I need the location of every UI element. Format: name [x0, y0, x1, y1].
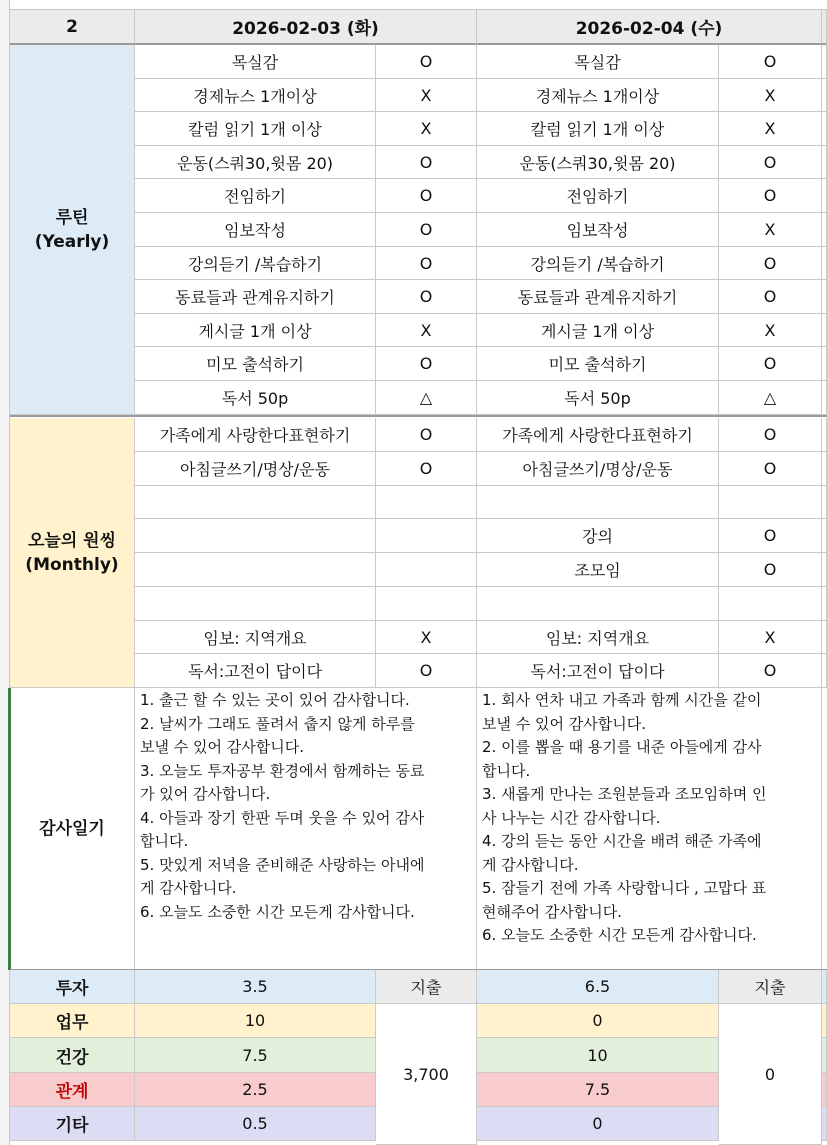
routine-mark-day2-text: △: [763, 388, 777, 407]
diary-line: 가 있어 감사합니다.: [140, 785, 271, 803]
diary-line: 5. 잠들기 전에 가족 사랑합니다 , 고맙다 표: [482, 879, 767, 897]
routine-task-day2[interactable]: [477, 247, 719, 280]
routine-task-day1[interactable]: [135, 79, 376, 112]
routine-next-col[interactable]: [822, 381, 827, 415]
routine-mark-day1[interactable]: [376, 347, 477, 381]
day2-date-header[interactable]: [477, 10, 822, 45]
summary-label-invest[interactable]: [10, 970, 135, 1004]
summary-value-day1-invest[interactable]: [135, 970, 376, 1004]
routine-task-day2-text: 경제뉴스 1개이상: [535, 86, 660, 106]
onething-task-day2-text: 가족에게 사랑한다표현하기: [502, 426, 693, 445]
routine-task-day1[interactable]: [135, 314, 376, 347]
onething-mark-day2-text: O: [763, 459, 777, 478]
routine-task-day1[interactable]: [135, 213, 376, 247]
section-separator-routine: [10, 415, 827, 417]
diary-day1-cell[interactable]: [135, 688, 477, 970]
diary-line: 2. 날씨가 그래도 풀려서 춥지 않게 하루를: [140, 714, 415, 733]
routine-mark-day2[interactable]: [719, 247, 822, 280]
summary-value-day1-health[interactable]: [135, 1038, 376, 1073]
diary-line: 합니다.: [482, 761, 531, 780]
routine-mark-day2[interactable]: [719, 347, 822, 381]
diary-line: 5. 맛있게 저녁을 준비해준 사랑하는 아내에: [140, 855, 425, 874]
onething-next-col[interactable]: [822, 553, 827, 587]
routine-mark-day1-text: X: [420, 119, 432, 138]
onething-task-day1[interactable]: [135, 486, 376, 519]
onething-mark-day2[interactable]: [719, 621, 822, 654]
routine-next-col[interactable]: [822, 45, 827, 79]
diary-line: 1. 출근 할 수 있는 곳이 있어 감사합니다.: [140, 691, 410, 709]
day1-date-header[interactable]: [135, 10, 477, 45]
onething-mark-day2[interactable]: [719, 519, 822, 553]
onething-task-day2-text: 조모임: [574, 561, 621, 580]
routine-next-col[interactable]: [822, 247, 827, 280]
diary-line: 현해주어 감사합니다.: [482, 902, 622, 921]
onething-mark-day1[interactable]: [376, 486, 477, 519]
routine-task-day1-text: 미모 출석하기: [206, 355, 304, 374]
onething-mark-day2-text: O: [763, 560, 777, 579]
summary-value-day1-relation-text: 2.5: [242, 1080, 268, 1099]
diary-line: 6. 오늘도 소중한 시간 모든게 감사합니다.: [140, 902, 415, 921]
next-column-header: [822, 10, 827, 45]
onething-mark-day2[interactable]: [719, 654, 822, 688]
routine-task-day1[interactable]: [135, 45, 376, 79]
routine-next-col[interactable]: [822, 146, 827, 179]
summary-label-work[interactable]: [10, 1004, 135, 1038]
diary-line: 3. 새롭게 만나는 조원분들과 조모임하며 인: [482, 785, 767, 803]
routine-mark-day2[interactable]: [719, 314, 822, 347]
onething-task-day2[interactable]: [477, 621, 719, 654]
summary-value-day2-relation[interactable]: [477, 1073, 719, 1107]
routine-task-day2[interactable]: [477, 280, 719, 314]
summary-next-col[interactable]: [822, 1038, 827, 1073]
summary-value-day1-etc-text: 0.5: [242, 1114, 268, 1133]
onething-mark-day1[interactable]: [376, 519, 477, 553]
summary-next-col[interactable]: [822, 970, 827, 1004]
onething-next-col[interactable]: [822, 654, 827, 688]
onething-mark-day2[interactable]: [719, 553, 822, 587]
summary-next-col[interactable]: [822, 1004, 827, 1038]
routine-mark-day2-text: O: [763, 287, 777, 306]
routine-mark-day2-text: O: [763, 253, 777, 273]
summary-label-relation-text: 관계: [55, 1082, 89, 1102]
routine-task-day2-text: 운동(스쿼30,윗몸 20): [519, 153, 676, 173]
routine-mark-day1-text: O: [419, 220, 433, 239]
routine-task-day1[interactable]: [135, 381, 376, 415]
onething-mark-day2[interactable]: [719, 486, 822, 519]
routine-next-col[interactable]: [822, 112, 827, 146]
diary-line: 6. 오늘도 소중한 시간 모든게 감사합니다.: [482, 926, 757, 944]
routine-mark-day1[interactable]: [376, 381, 477, 415]
onething-mark-day2-text: O: [763, 526, 777, 545]
diary-category-title: 감사일기: [39, 818, 105, 839]
routine-task-day2-text: 전임하기: [566, 187, 629, 206]
expense-label-day2-text: 지출: [754, 978, 786, 997]
onething-mark-day2-text: O: [763, 425, 777, 444]
routine-task-day1[interactable]: [135, 112, 376, 146]
onething-task-day1[interactable]: [135, 654, 376, 688]
routine-task-day1-text: 독서 50p: [221, 389, 289, 408]
expense-label-day2[interactable]: [719, 970, 822, 1004]
diary-line: 게 감사합니다.: [140, 879, 237, 897]
routine-mark-day1-text: X: [420, 320, 432, 340]
summary-value-day2-work-text: 0: [592, 1011, 603, 1030]
routine-mark-day2-text: X: [764, 119, 776, 138]
onething-task-day2-text: 독서:고전이 답이다: [530, 662, 665, 681]
summary-label-work-text: 업무: [55, 1013, 89, 1033]
routine-mark-day1-text: O: [419, 253, 433, 273]
diary-day2-cell[interactable]: [477, 688, 822, 970]
onething-task-day1[interactable]: [135, 452, 376, 486]
onething-mark-day2[interactable]: [719, 418, 822, 452]
onething-mark-day2[interactable]: [719, 452, 822, 486]
routine-task-day2-text: 게시글 1개 이상: [540, 321, 655, 341]
routine-next-col[interactable]: [822, 314, 827, 347]
routine-mark-day2[interactable]: [719, 79, 822, 112]
routine-task-day2-text: 강의듣기 /복습하기: [530, 254, 665, 274]
day2-date: 2026-02-04 (수): [575, 19, 723, 39]
diary-line: 게 감사합니다.: [482, 855, 579, 874]
routine-mark-day1[interactable]: [376, 179, 477, 213]
routine-mark-day1[interactable]: [376, 146, 477, 179]
top-row-strip: [10, 0, 827, 10]
onething-task-day2[interactable]: [477, 553, 719, 587]
summary-value-day1-work[interactable]: [135, 1004, 376, 1038]
onething-task-day1[interactable]: [135, 553, 376, 587]
routine-mark-day2[interactable]: [719, 146, 822, 179]
onething-next-col[interactable]: [822, 621, 827, 654]
routine-next-col[interactable]: [822, 79, 827, 112]
diary-category-cell[interactable]: [10, 688, 135, 970]
onething-task-day1[interactable]: [135, 587, 376, 621]
routine-mark-day2[interactable]: [719, 213, 822, 247]
routine-category-title: 루틴: [55, 207, 89, 228]
routine-mark-day1[interactable]: [376, 314, 477, 347]
routine-mark-day2[interactable]: [719, 280, 822, 314]
routine-mark-day2-text: O: [763, 152, 777, 172]
week-number: 2: [66, 16, 78, 37]
onething-mark-day1[interactable]: [376, 452, 477, 486]
routine-task-day2[interactable]: [477, 79, 719, 112]
onething-category-title: 오늘의 원씽: [27, 530, 117, 551]
routine-mark-day1-text: O: [419, 152, 433, 172]
diary-line: 4. 아들과 장기 한판 두며 웃을 수 있어 감사: [140, 808, 425, 827]
diary-line: 보낼 수 있어 감사합니다.: [482, 714, 646, 733]
routine-task-day2[interactable]: [477, 381, 719, 415]
routine-task-day1-text: 전임하기: [224, 187, 286, 206]
onething-mark-day1-text: O: [419, 425, 433, 444]
expense-value-day1-text: 3,700: [403, 1064, 449, 1084]
routine-next-col[interactable]: [822, 213, 827, 247]
expense-value-day2-text: 0: [764, 1064, 776, 1084]
onething-task-day1-text: 아침글쓰기/명상/운동: [180, 460, 330, 479]
routine-mark-day1-text: X: [420, 85, 432, 105]
routine-mark-day1[interactable]: [376, 213, 477, 247]
row-header-gutter: [0, 0, 10, 1145]
routine-mark-day1[interactable]: [376, 79, 477, 112]
routine-mark-day1-text: O: [419, 354, 433, 373]
routine-mark-day2-text: O: [763, 52, 777, 71]
diary-line: 2. 이를 뽑을 때 용기를 내준 아들에게 감사: [482, 738, 762, 756]
onething-task-day2[interactable]: [477, 452, 719, 486]
routine-next-col[interactable]: [822, 179, 827, 213]
summary-value-day1-work-text: 10: [244, 1011, 266, 1030]
diary-line: 4. 강의 듣는 동안 시간을 배려 해준 가족에: [482, 832, 762, 850]
routine-mark-day2[interactable]: [719, 179, 822, 213]
onething-mark-day2[interactable]: [719, 587, 822, 621]
onething-next-col[interactable]: [822, 452, 827, 486]
routine-task-day1-text: 임보작성: [224, 221, 286, 240]
routine-task-day1[interactable]: [135, 247, 376, 280]
routine-task-day2[interactable]: [477, 347, 719, 381]
routine-task-day1[interactable]: [135, 179, 376, 213]
summary-label-health-text: 건강: [55, 1047, 89, 1068]
onething-mark-day1[interactable]: [376, 587, 477, 621]
summary-value-day2-health[interactable]: [477, 1038, 719, 1073]
routine-category-cell[interactable]: [10, 45, 135, 415]
onething-next-col[interactable]: [822, 587, 827, 621]
onething-mark-day1-text: O: [419, 661, 433, 680]
onething-mark-day1[interactable]: [376, 553, 477, 587]
summary-label-relation[interactable]: [10, 1073, 135, 1107]
routine-mark-day2-text: X: [764, 85, 776, 105]
onething-mark-day1-text: X: [420, 627, 432, 647]
onething-mark-day2-text: O: [763, 661, 777, 680]
routine-mark-day1-text: O: [419, 186, 433, 205]
expense-label-day1-text: 지출: [410, 978, 442, 997]
onething-task-day1[interactable]: [135, 418, 376, 452]
summary-value-day1-health-text: 7.5: [242, 1045, 268, 1065]
summary-value-day2-etc[interactable]: [477, 1107, 719, 1141]
routine-task-day1-text: 동료들과 관계유지하기: [175, 288, 335, 307]
onething-task-day1-text: 가족에게 사랑한다표현하기: [159, 426, 351, 445]
routine-task-day2-text: 미모 출석하기: [548, 355, 647, 374]
diary-line: 사 나누는 시간 감사합니다.: [482, 808, 661, 827]
onething-task-day2-text: 강의: [582, 527, 613, 546]
summary-next-col[interactable]: [822, 1107, 827, 1141]
routine-task-day2[interactable]: [477, 314, 719, 347]
routine-mark-day1-text: O: [419, 287, 433, 306]
onething-category-cell[interactable]: [10, 418, 135, 688]
routine-task-day1-text: 게시글 1개 이상: [198, 321, 312, 341]
routine-task-day1[interactable]: [135, 146, 376, 179]
onething-mark-day1[interactable]: [376, 621, 477, 654]
routine-mark-day2[interactable]: [719, 112, 822, 146]
routine-mark-day2-text: X: [764, 320, 776, 340]
diary-line: 보낼 수 있어 감사합니다.: [140, 738, 304, 756]
routine-mark-day1-text: O: [419, 52, 433, 71]
onething-mark-day2-text: X: [764, 627, 776, 647]
routine-mark-day1[interactable]: [376, 112, 477, 146]
routine-task-day2-text: 동료들과 관계유지하기: [517, 288, 678, 307]
routine-mark-day1[interactable]: [376, 247, 477, 280]
routine-task-day2-text: 독서 50p: [564, 389, 631, 408]
diary-line: 3. 오늘도 투자공부 환경에서 함께하는 동료: [140, 761, 425, 780]
routine-task-day1-text: 강의듣기 /복습하기: [187, 254, 323, 274]
routine-task-day2[interactable]: [477, 146, 719, 179]
onething-task-day2[interactable]: [477, 654, 719, 688]
summary-value-day2-work[interactable]: [477, 1004, 719, 1038]
onething-task-day1-text: 임보: 지역개요: [203, 628, 307, 648]
onething-next-col[interactable]: [822, 486, 827, 519]
summary-value-day2-etc-text: 0: [592, 1114, 603, 1133]
expense-label-day1[interactable]: [376, 970, 477, 1004]
summary-label-invest-text: 투자: [55, 979, 89, 999]
onething-task-day2-text: 아침글쓰기/명상/운동: [522, 460, 673, 479]
diary-line: 합니다.: [140, 832, 189, 850]
routine-task-day2-text: 임보작성: [566, 221, 629, 240]
onething-mark-day1[interactable]: [376, 418, 477, 452]
routine-mark-day2[interactable]: [719, 45, 822, 79]
routine-task-day1[interactable]: [135, 347, 376, 381]
summary-value-day1-relation[interactable]: [135, 1073, 376, 1107]
routine-task-day2-text: 목실감: [574, 53, 621, 72]
routine-next-col[interactable]: [822, 280, 827, 314]
onething-task-day2-text: 임보: 지역개요: [545, 628, 650, 648]
active-cell-border: [8, 688, 11, 970]
summary-next-col[interactable]: [822, 1073, 827, 1107]
day1-date: 2026-02-03 (화): [232, 19, 379, 39]
summary-value-day2-health-text: 10: [587, 1045, 608, 1065]
routine-mark-day2[interactable]: [719, 381, 822, 415]
onething-task-day2[interactable]: [477, 418, 719, 452]
onething-mark-day1[interactable]: [376, 654, 477, 688]
onething-task-day2[interactable]: [477, 486, 719, 519]
routine-task-day2-text: 칼럼 읽기 1개 이상: [530, 120, 665, 139]
routine-next-col[interactable]: [822, 347, 827, 381]
routine-task-day1-text: 경제뉴스 1개이상: [193, 86, 317, 106]
routine-task-day1-text: 목실감: [231, 53, 279, 72]
onething-task-day1-text: 독서:고전이 답이다: [187, 662, 323, 681]
onething-task-day2[interactable]: [477, 587, 719, 621]
summary-value-day1-invest-text: 3.5: [242, 977, 268, 996]
routine-task-day2[interactable]: [477, 179, 719, 213]
summary-label-etc-text: 기타: [55, 1116, 89, 1136]
routine-mark-day2-text: O: [763, 354, 777, 373]
summary-value-day2-invest-text: 6.5: [584, 977, 611, 996]
summary-value-day1-etc[interactable]: [135, 1107, 376, 1141]
expense-value-day1[interactable]: [376, 1004, 477, 1145]
summary-label-health[interactable]: [10, 1038, 135, 1073]
routine-task-day1[interactable]: [135, 280, 376, 314]
routine-mark-day2-text: X: [764, 220, 776, 239]
summary-value-day2-invest[interactable]: [477, 970, 719, 1004]
routine-task-day2[interactable]: [477, 45, 719, 79]
routine-mark-day1[interactable]: [376, 280, 477, 314]
onething-task-day2[interactable]: [477, 519, 719, 553]
summary-label-etc[interactable]: [10, 1107, 135, 1141]
routine-task-day2[interactable]: [477, 112, 719, 146]
routine-category-subtitle: (Yearly): [34, 231, 110, 252]
routine-mark-day2-text: O: [763, 186, 777, 205]
expense-value-day2[interactable]: [719, 1004, 822, 1145]
routine-mark-day1[interactable]: [376, 45, 477, 79]
onething-task-day1[interactable]: [135, 519, 376, 553]
week-number-cell[interactable]: [10, 10, 135, 45]
routine-task-day1-text: 운동(스쿼30,윗몸 20): [176, 153, 334, 173]
onething-next-col[interactable]: [822, 519, 827, 553]
routine-task-day2[interactable]: [477, 213, 719, 247]
onething-category-subtitle: (Monthly): [25, 554, 119, 575]
diary-line: 1. 회사 연차 내고 가족과 함께 시간을 같이: [482, 691, 762, 709]
onething-next-col[interactable]: [822, 418, 827, 452]
routine-task-day1-text: 칼럼 읽기 1개 이상: [188, 120, 322, 139]
routine-mark-day1-text: △: [419, 388, 433, 407]
summary-value-day2-relation-text: 7.5: [584, 1080, 611, 1099]
onething-mark-day1-text: O: [419, 459, 433, 478]
onething-task-day1[interactable]: [135, 621, 376, 654]
